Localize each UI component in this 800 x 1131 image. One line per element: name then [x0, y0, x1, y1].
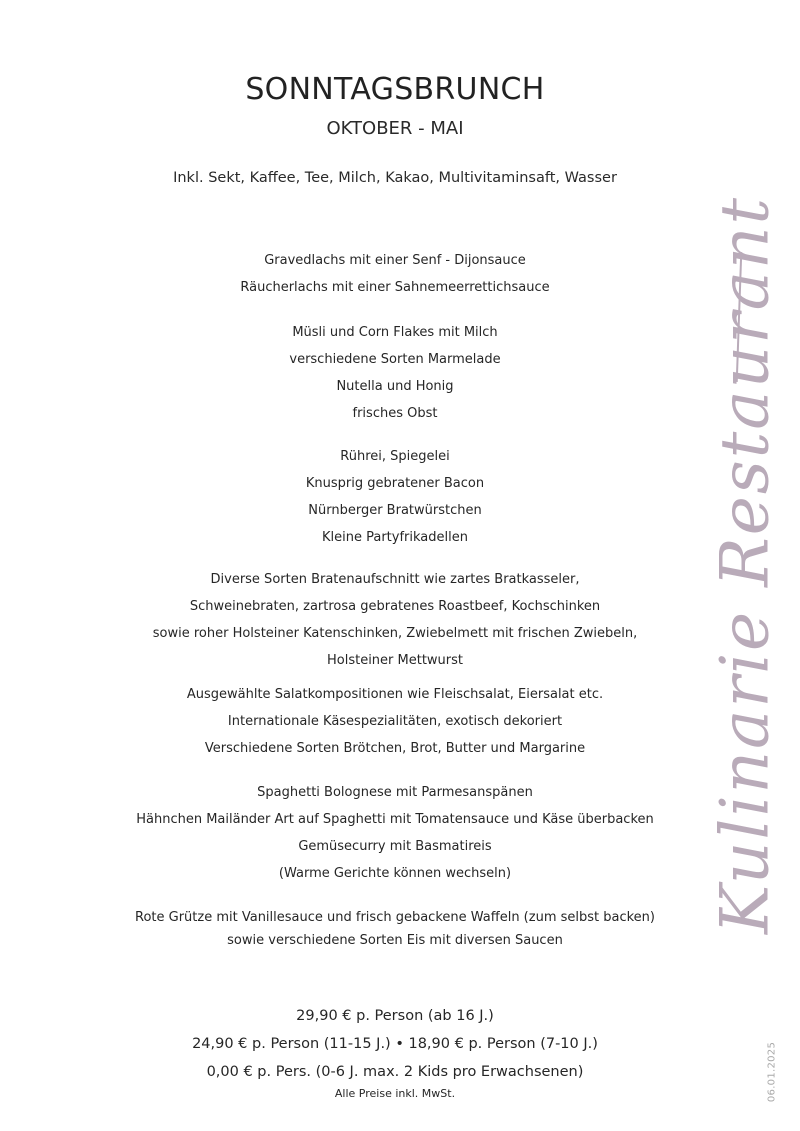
menu-item: Hähnchen Mailänder Art auf Spaghetti mit Tomatensauce und Käse überbacken: [136, 812, 654, 827]
menu-item: Gemüsecurry mit Basmatireis: [298, 839, 492, 854]
vat-note: Alle Preise inkl. MwSt.: [334, 1087, 456, 1100]
restaurant-logo: Kulinarie Restaurant: [706, 195, 784, 935]
menu-item: Kleine Partyfrikadellen: [322, 530, 468, 545]
menu-item: Schweinebraten, zartrosa gebratenes Roastbeef, Kochschinken: [189, 599, 601, 614]
print-date: 06.01.2025: [766, 1041, 778, 1103]
menu-item: Rührei, Spiegelei: [340, 449, 450, 464]
menu-item: Gravedlachs mit einer Senf - Dijonsauce: [264, 253, 526, 268]
menu-item: verschiedene Sorten Marmelade: [289, 352, 501, 367]
menu-item: Rote Grütze mit Vanillesauce und frisch gebackene Waffeln (zum selbst backen): [135, 910, 655, 925]
price-adult: 29,90 € p. Person (ab 16 J.): [296, 1008, 494, 1024]
included-drinks: Inkl. Sekt, Kaffee, Tee, Milch, Kakao, Multivitaminsaft, Wasser: [173, 170, 617, 186]
menu-item: Müsli und Corn Flakes mit Milch: [292, 325, 498, 340]
season-subtitle: OKTOBER - MAI: [326, 118, 464, 139]
menu-item: Spaghetti Bolognese mit Parmesanspänen: [257, 785, 533, 800]
page-title: SONNTAGSBRUNCH: [245, 72, 545, 107]
menu-item: Ausgewählte Salatkompositionen wie Fleischsalat, Eiersalat etc.: [186, 687, 604, 702]
menu-item: Nutella und Honig: [336, 379, 454, 394]
price-kids: 0,00 € p. Pers. (0-6 J. max. 2 Kids pro Erwachsenen): [206, 1064, 584, 1080]
menu-item: Diverse Sorten Bratenaufschnitt wie zartes Bratkasseler,: [210, 572, 580, 587]
menu-item: Räucherlachs mit einer Sahnemeerrettichsauce: [240, 280, 550, 295]
menu-item: Verschiedene Sorten Brötchen, Brot, Butter und Margarine: [204, 741, 586, 756]
menu-item: Knusprig gebratener Bacon: [305, 476, 485, 491]
menu-item: sowie verschiedene Sorten Eis mit diversen Saucen: [227, 933, 563, 948]
menu-item: (Warme Gerichte können wechseln): [278, 866, 512, 881]
menu-item: Nürnberger Bratwürstchen: [308, 503, 482, 518]
menu-item: Holsteiner Mettwurst: [326, 653, 464, 668]
price-children: 24,90 € p. Person (11-15 J.) • 18,90 € p. Person (7-10 J.): [192, 1036, 598, 1052]
menu-item: sowie roher Holsteiner Katenschinken, Zwiebelmett mit frischen Zwiebeln,: [152, 626, 638, 641]
menu-item: frisches Obst: [352, 406, 438, 421]
menu-item: Internationale Käsespezialitäten, exotisch dekoriert: [227, 714, 563, 729]
